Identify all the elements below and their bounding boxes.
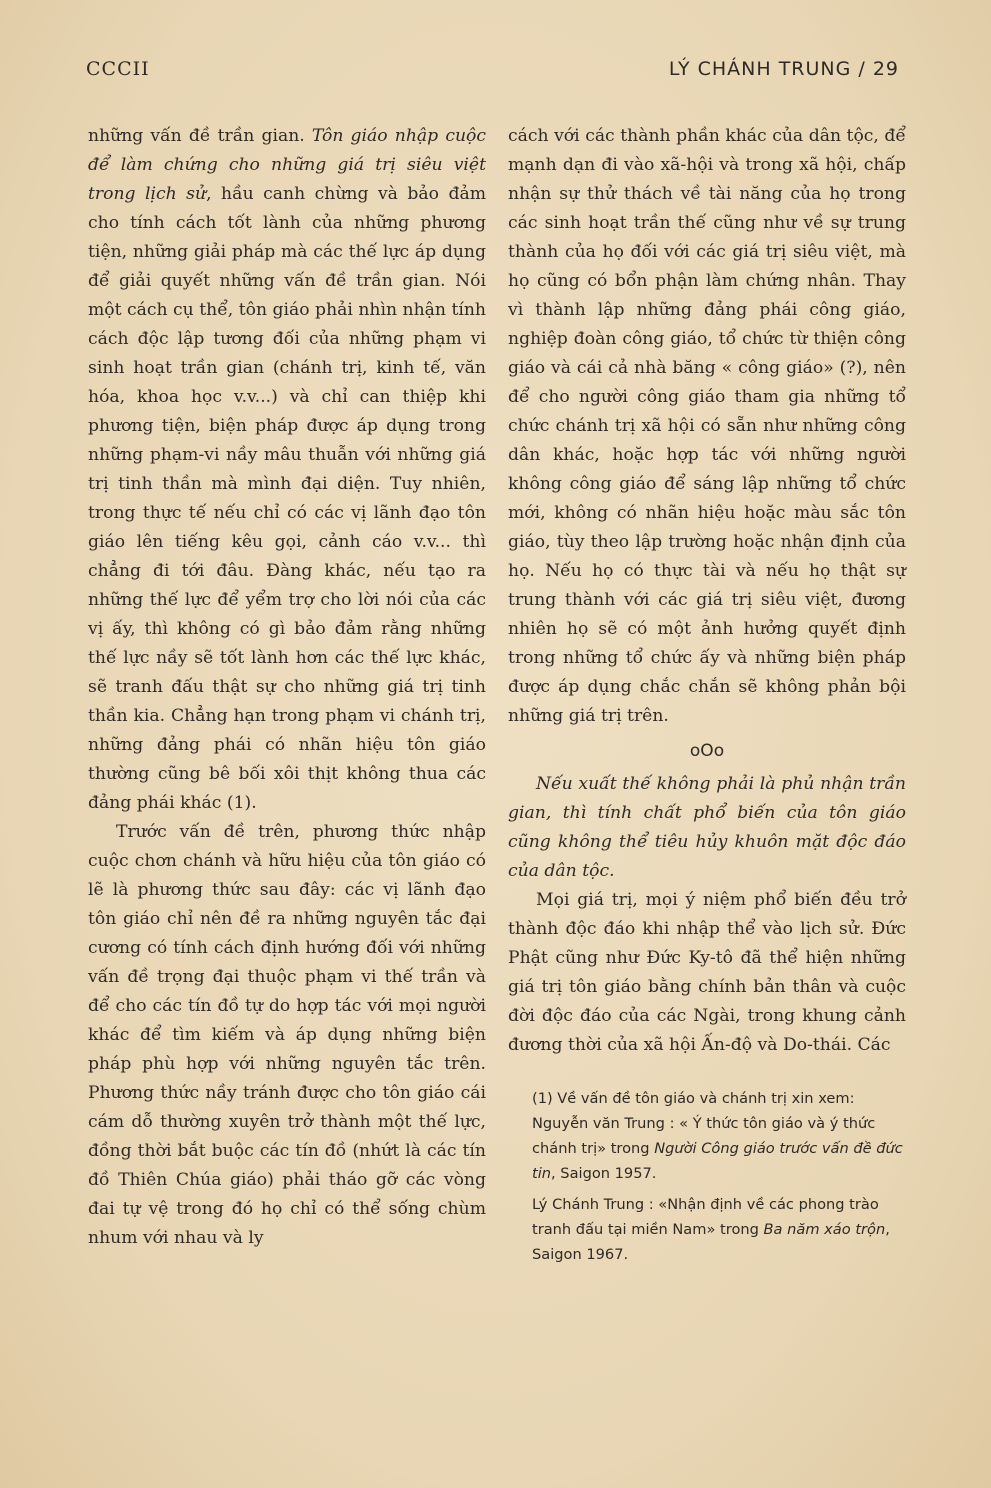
italic-text-run: Tôn giáo nhập cuộc để làm chứng cho những giá trị siêu việt trong lịch sử [88, 126, 486, 204]
section-separator: oOo [689, 741, 725, 761]
footnote-text: , Saigon 1967. [532, 1221, 890, 1263]
text-run: những vấn đề trần gian. [88, 126, 312, 146]
right-column [508, 122, 906, 1273]
footnote-book-title: Ba năm xáo trộn [763, 1221, 886, 1238]
footnotes [508, 1086, 906, 1267]
footnote [532, 1086, 906, 1186]
footnote [532, 1192, 906, 1267]
paragraph: cách với các thành phần khác của dân tộc, để mạnh dạn đi vào xã-hội và trong xã hội, chấp nhận sự thử thách về tài năng của họ trong các sinh hoạt trần thế cũng như về sự trung thành của họ đối với các giá trị siêu việt, mà họ cũng có bổn phận làm chứng nhân. Thay vì thành lập những đảng phái công giáo, nghiệp đoàn công giáo, tổ chức từ thiện công giáo và cái cả nhà băng « công giáo» (?), nên để cho người công giáo tham gia những tổ chức chánh trị xã hội có sẵn như những công dân khác, hoặc hợp tác với những người không công giáo để sáng lập những tổ chức mới, không có nhãn hiệu hoặc màu sắc tôn giáo, tùy theo lập trường hoặc nhận định của họ. Nếu họ có thực tài và nếu họ thật sự trung thành với các giá trị siêu việt, đương nhiên họ sẽ có một ảnh hưởng quyết định trong những tổ chức ấy và những biện pháp được áp dụng chắc chắn sẽ không phản bội những giá trị trên. [508, 126, 906, 726]
text-run: , hầu canh chừng và bảo đảm cho tính cách tốt lành của những phương tiện, những giải pháp mà các thế lực áp dụng để giải quyết những vấn đề trần gian. Nói một cách cụ thể, tôn giáo phải nhìn nhận tính cách độc lập tương đối của những phạm vi sinh hoạt trần gian (chánh trị, kinh tế, văn hóa, khoa học v.v...) và chỉ can thiệp khi phương tiện, biện pháp được áp dụng trong những phạm-vi nầy mâu thuẫn với những giá trị tinh thần mà mình đại diện. Tuy nhiên, trong thực tế nếu chỉ có các vị lãnh đạo tôn giáo lên tiếng kêu gọi, cảnh cáo v.v... thì chẳng đi tới đâu. Đàng khác, nếu tạo ra những thế lực để yểm trợ cho lời nói của các vị ấy, thì không có gì bảo đảm rằng những thế lực nầy sẽ tốt lành hơn các thế lực khác, sẽ tranh đấu thật sự cho những giá trị tinh thần kia. Chẳng hạn trong phạm vi chánh trị, những đảng phái có nhãn hiệu tôn giáo thường cũng bê bối xôi thịt không thua các đảng phái khác (1). [88, 184, 486, 813]
paragraph: Trước vấn đề trên, phương thức nhập cuộc chơn chánh và hữu hiệu của tôn giáo có lẽ là phương thức sau đây: các vị lãnh đạo tôn giáo chỉ nên đề ra những nguyên tắc đại cương có tính cách định hướng đối với những vấn đề trọng đại thuộc phạm vi thế trần và để cho các tín đồ tự do hợp tác với mọi người khác để tìm kiếm và áp dụng những biện pháp phù hợp với những nguyên tắc trên. Phương thức nầy tránh được cho tôn giáo cái cám dỗ thường xuyên trở thành một thế lực, đồng thời bắt buộc các tín đồ (nhứt là các tín đồ Thiên Chúa giáo) phải tháo gỡ các vòng đai tự vệ trong đó họ chỉ có thể sống chùm nhum với nhau và ly [88, 822, 486, 1248]
footnote-book-title: Người Công giáo trước vấn đề đức tin [532, 1140, 903, 1182]
page-number-roman: CCCII [86, 58, 150, 80]
footnote-text: Lý Chánh Trung : «Nhận định về các phong trào tranh đấu tại miền Nam» trong [532, 1196, 879, 1238]
italic-paragraph: Nếu xuất thế không phải là phủ nhận trần gian, thì tính chất phổ biến của tôn giáo cũng không thể tiêu hủy khuôn mặt độc đáo của dân tộc. [508, 774, 906, 881]
paragraph: Mọi giá trị, mọi ý niệm phổ biến đều trở thành độc đáo khi nhập thể vào lịch sử. Đức Phật cũng như Đức Ky-tô đã thể hiện những giá trị tôn giáo bằng chính bản thân và cuộc đời độc đáo của các Ngài, trong khung cảnh đương thời của xã hội Ấn-độ và Do-thái. Các [508, 890, 906, 1055]
footnote-text: (1) Về vấn đề tôn giáo và chánh trị xin xem: Nguyễn văn Trung : « Ý thức tôn giáo và ý thức chánh trị» trong [532, 1090, 876, 1157]
paragraph [88, 122, 486, 818]
left-column [88, 122, 486, 1253]
running-head: LÝ CHÁNH TRUNG / 29 [668, 58, 899, 80]
page-header [86, 58, 899, 88]
footnote-text: , Saigon 1957. [551, 1165, 657, 1182]
